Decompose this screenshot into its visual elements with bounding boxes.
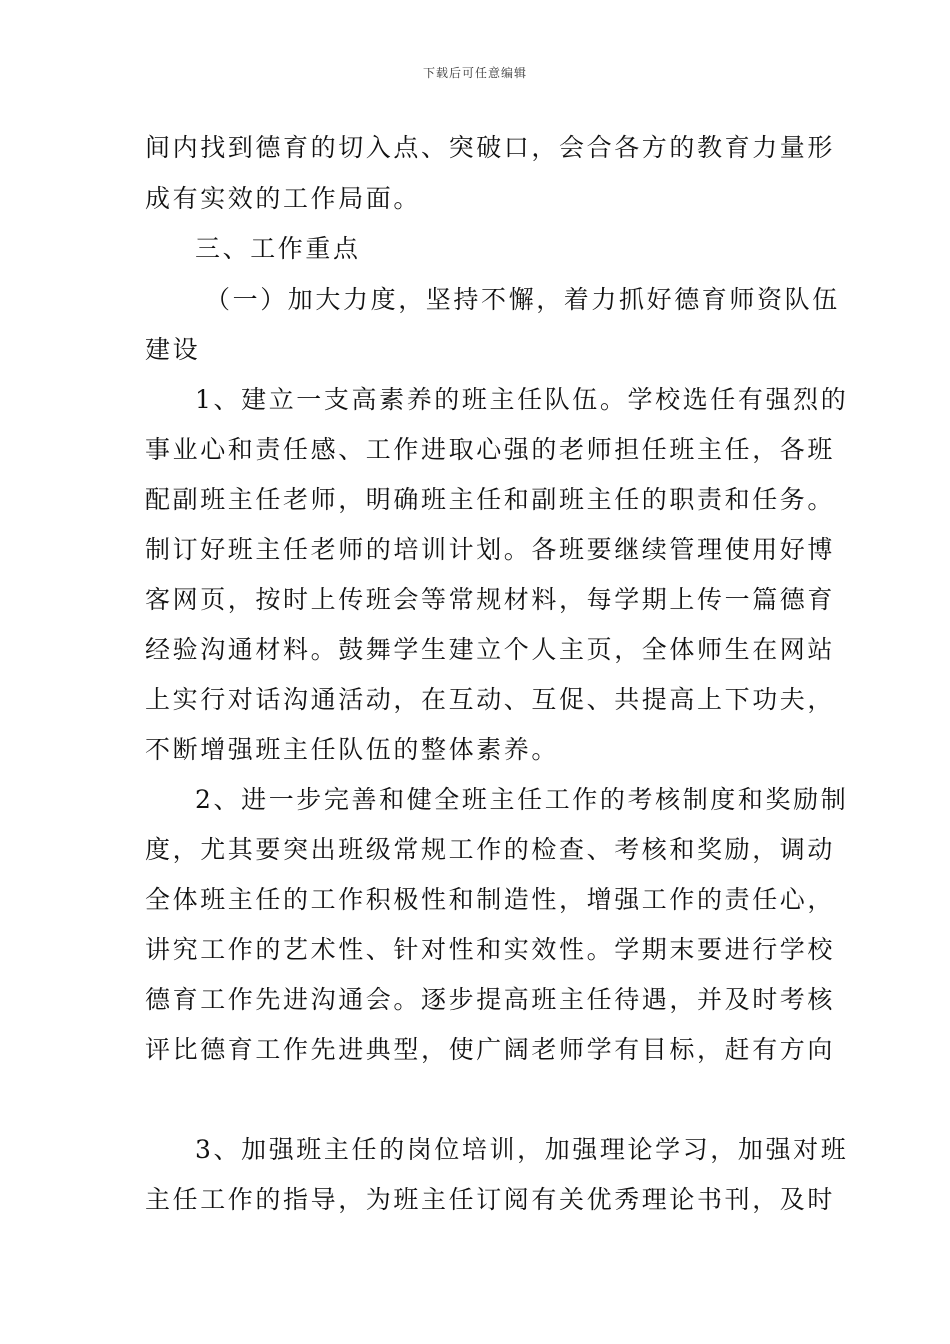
paragraph-line: 主任工作的指导，为班主任订阅有关优秀理论书刊，及时 xyxy=(145,1185,836,1214)
paragraph-line: 评比德育工作先进典型，使广阔老师学有目标，赶有方向 xyxy=(145,1035,836,1064)
paragraph-line: 1、建立一支高素养的班主任队伍。学校选任有强烈的 xyxy=(195,385,849,414)
paragraph-line: 德育工作先进沟通会。逐步提高班主任待遇，并及时考核 xyxy=(145,985,836,1014)
paragraph-line: 全体班主任的工作积极性和制造性，增强工作的责任心， xyxy=(145,885,836,914)
paragraph-line: 间内找到德育的切入点、突破口，会合各方的教育力量形 xyxy=(145,133,836,162)
paragraph-line: 配副班主任老师，明确班主任和副班主任的职责和任务。 xyxy=(145,485,836,514)
paragraph-line: 2、进一步完善和健全班主任工作的考核制度和奖励制 xyxy=(195,785,849,814)
paragraph-line: 度，尤其要突出班级常规工作的检查、考核和奖励，调动 xyxy=(145,835,836,864)
paragraph-line: 事业心和责任感、工作进取心强的老师担任班主任，各班 xyxy=(145,435,836,464)
paragraph-line: 不断增强班主任队伍的整体素养。 xyxy=(145,735,560,764)
paragraph-line: 成有实效的工作局面。 xyxy=(145,184,422,213)
paragraph-line: 3、加强班主任的岗位培训，加强理论学习，加强对班 xyxy=(195,1135,849,1164)
subsection-heading-cont: 建设 xyxy=(145,335,201,364)
subsection-heading: （一）加大力度，坚持不懈，着力抓好德育师资队伍 xyxy=(205,285,840,314)
paragraph-line: 讲究工作的艺术性、针对性和实效性。学期末要进行学校 xyxy=(145,935,836,964)
paragraph-line: 经验沟通材料。鼓舞学生建立个人主页，全体师生在网站 xyxy=(145,635,836,664)
paragraph-line: 上实行对话沟通活动，在互动、互促、共提高上下功夫， xyxy=(145,685,836,714)
paragraph-line: 客网页，按时上传班会等常规材料，每学期上传一篇德育 xyxy=(145,585,836,614)
page-header: 下载后可任意编辑 xyxy=(422,66,527,80)
section-heading: 三、工作重点 xyxy=(195,234,361,263)
paragraph-line: 制订好班主任老师的培训计划。各班要继续管理使用好博 xyxy=(145,535,836,564)
